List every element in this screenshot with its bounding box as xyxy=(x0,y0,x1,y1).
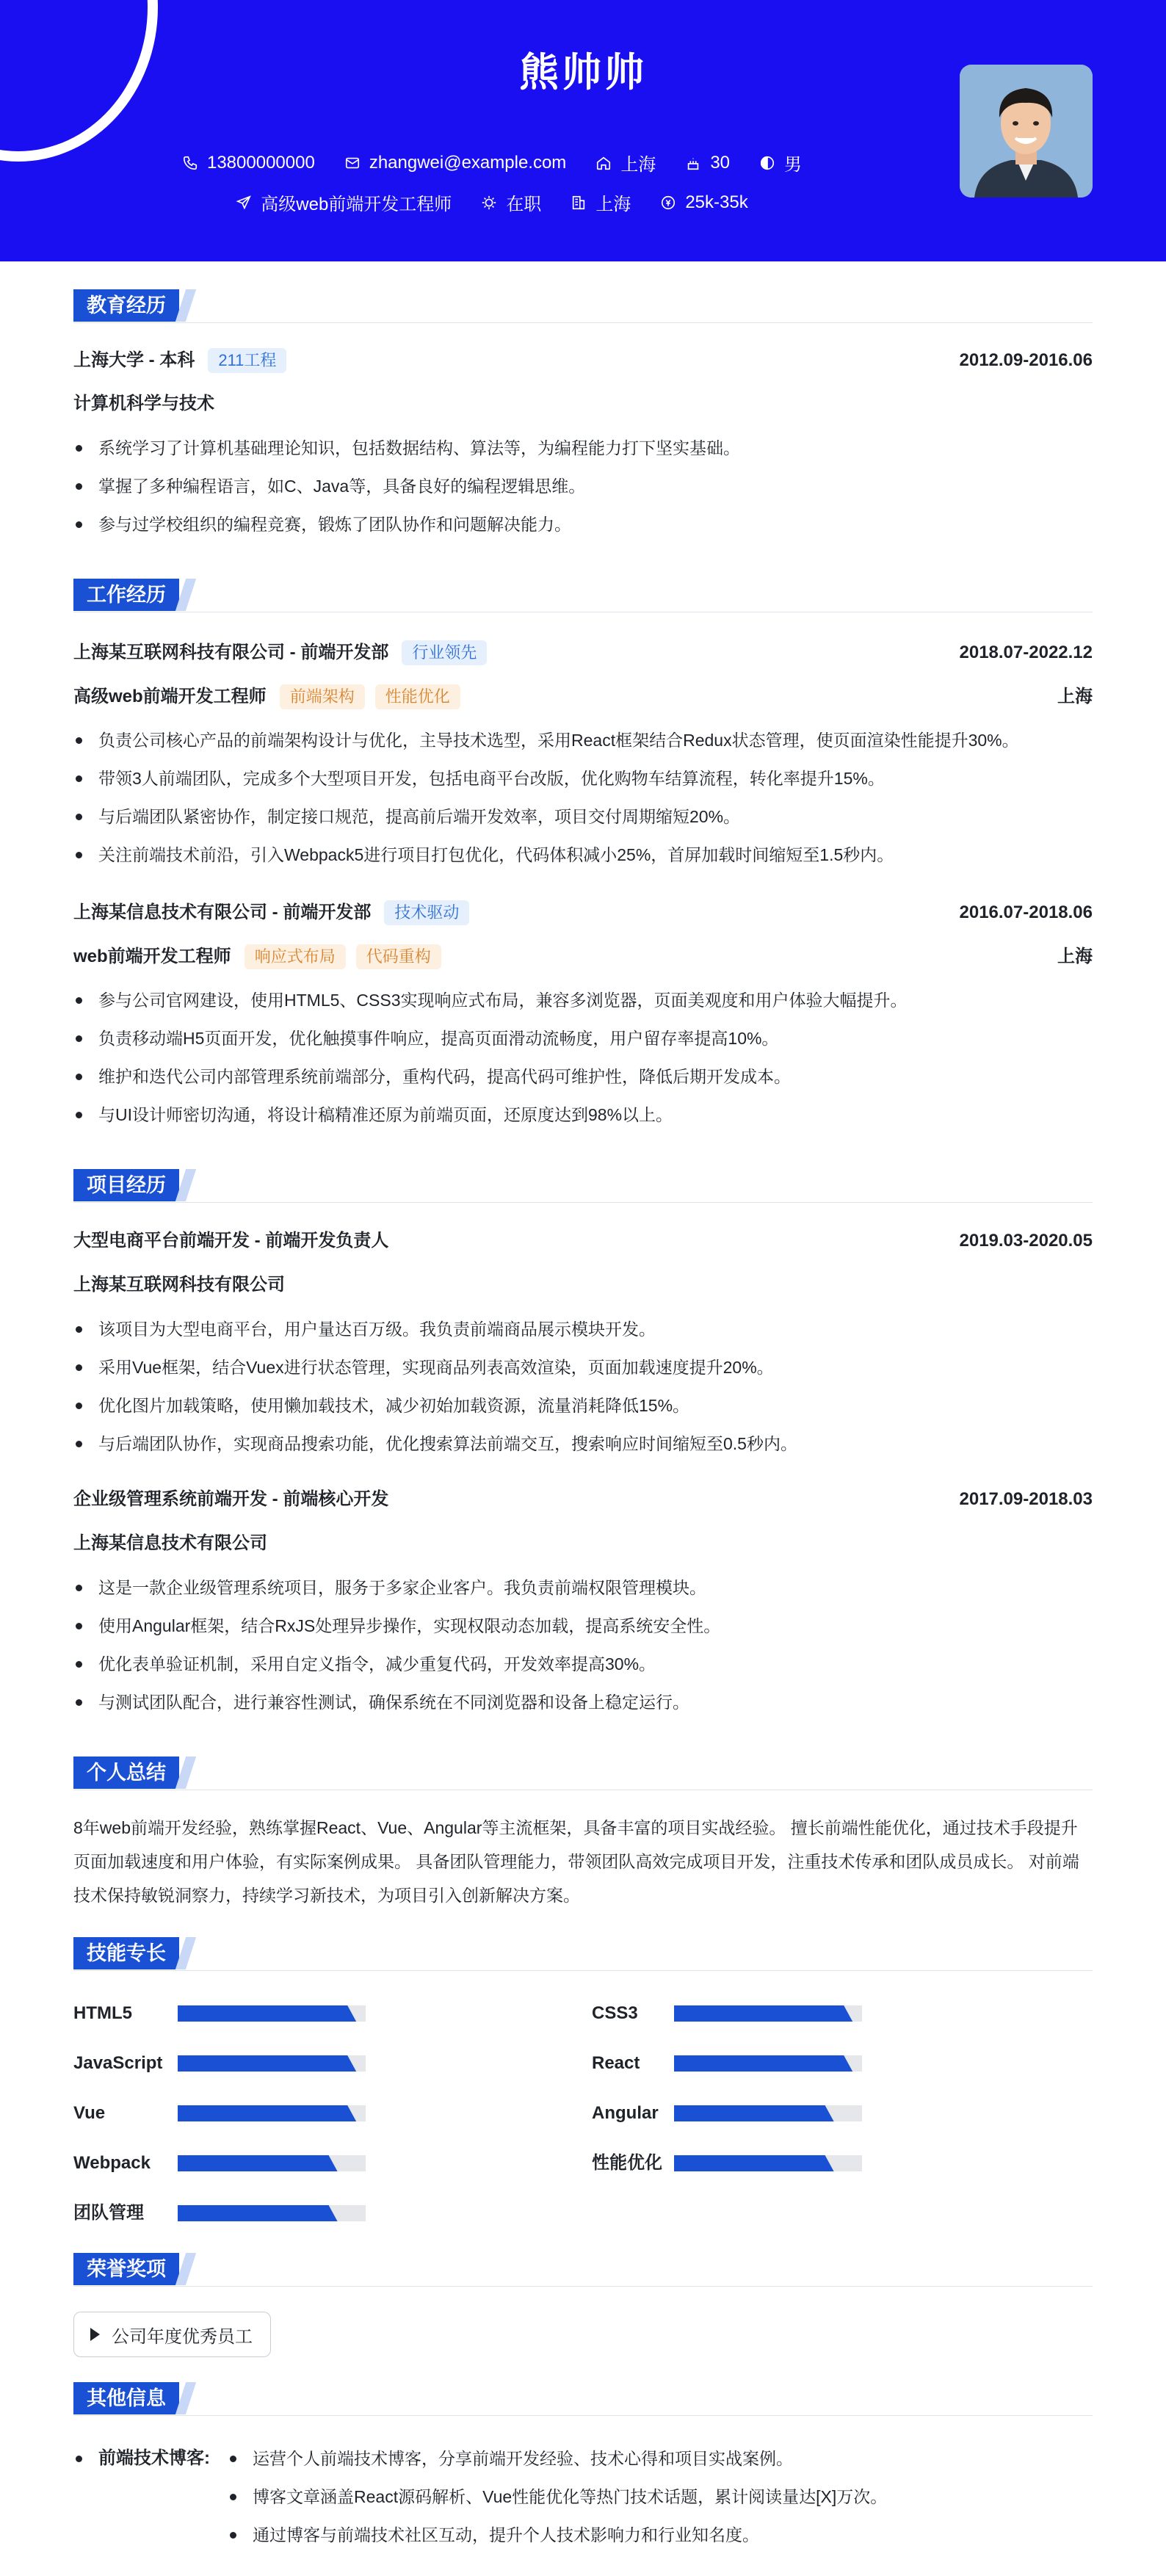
skill-bar-fill xyxy=(674,2155,834,2171)
section-title: 荣誉奖项 xyxy=(73,2253,179,2285)
salary-info xyxy=(660,192,747,213)
skill-name: Angular xyxy=(592,2103,659,2123)
work-header xyxy=(73,900,1093,925)
company-badge: 技术驱动 xyxy=(384,900,469,925)
job-title: 高级web前端开发工程师 xyxy=(261,195,452,214)
list-item: 这是一款企业级管理系统项目，服务于多家企业客户。我负责前端权限管理模块。 xyxy=(73,1576,1093,1599)
role-title: 高级web前端开发工程师 xyxy=(73,687,267,706)
project-company: 上海某信息技术有限公司 xyxy=(73,1533,267,1553)
role-tag: 前端架构 xyxy=(280,684,365,709)
list-item: 参与公司官网建设，使用HTML5、CSS3实现响应式布局，兼容多浏览器，页面美观度和用户体验大幅提升。 xyxy=(73,988,1093,1012)
list-item: 通过博客与前端技术社区互动，提升个人技术影响力和行业知名度。 xyxy=(228,2523,1093,2547)
list-item: 该项目为大型电商平台，用户量达百万级。我负责前端商品展示模块开发。 xyxy=(73,1317,1093,1341)
skill-bar-fill xyxy=(178,2005,356,2022)
list-item: 维护和迭代公司内部管理系统前端部分，重构代码，提高代码可维护性，降低后期开发成本。 xyxy=(73,1065,1093,1088)
phone-icon xyxy=(182,155,198,171)
skill-bar-fill xyxy=(178,2105,356,2121)
expected-salary: 25k-35k xyxy=(685,192,748,212)
skill-bar xyxy=(178,2055,366,2072)
project-date: 2019.03-2020.05 xyxy=(959,1231,1093,1251)
gender-info xyxy=(759,150,802,176)
send-icon xyxy=(236,195,252,211)
list-item: 优化图片加载策略，使用懒加载技术，减少初始加载资源，流量消耗降低15%。 xyxy=(73,1394,1093,1417)
work-city: 上海 xyxy=(595,195,631,214)
skill-name: 性能优化 xyxy=(592,2153,662,2173)
section-title: 技能专长 xyxy=(73,1937,179,1969)
skill-bar xyxy=(178,2005,366,2022)
skill-bar-fill xyxy=(674,2005,852,2022)
other-key: 前端技术博客: xyxy=(73,2447,210,2470)
skill-bar-fill xyxy=(674,2105,834,2121)
project-title: 大型电商平台前端开发 - 前端开发负责人 xyxy=(73,1231,389,1251)
summary-text: 8年web前端开发经验，熟练掌握React、Vue、Angular等主流框架，具备丰富的项目实战经验。 擅长前端性能优化，通过技术手段提升页面加载速度和用户体验，有实际案例成果。 具备团队管理能力，带领团队高效完成项目开发，注重技术传承和团队成员成长。 对前端技术保持敏锐洞察力，持续学习新技术，为项目引入创新解决方案。 xyxy=(73,1818,1079,1905)
project-header xyxy=(73,1488,1093,1511)
status-icon xyxy=(481,195,497,211)
skill-name: JavaScript xyxy=(73,2053,163,2073)
list-item: 参与过学校组织的编程竞赛，锻炼了团队协作和问题解决能力。 xyxy=(73,513,1093,536)
caret-right-icon xyxy=(90,2328,100,2341)
skill-name: 团队管理 xyxy=(73,2203,144,2223)
major-line xyxy=(73,392,1093,416)
work-location: 上海 xyxy=(1057,947,1093,966)
list-item: 负责移动端H5页面开发，优化触摸事件响应，提高页面滑动流畅度，用户留存率提高10%。 xyxy=(73,1027,1093,1050)
school-name: 上海大学 - 本科 xyxy=(73,350,195,370)
work-date: 2016.07-2018.06 xyxy=(959,902,1093,922)
list-item: 带领3人前端团队，完成多个大型项目开发，包括电商平台改版，优化购物车结算流程，转化率提升15%。 xyxy=(73,767,1093,790)
salary-icon xyxy=(660,195,676,211)
section-projects xyxy=(73,1168,1093,1203)
candidate-name: 熊帅帅 xyxy=(519,51,647,95)
age-info xyxy=(685,153,730,173)
list-item: 与测试团队配合，进行兼容性测试，确保系统在不同浏览器和设备上稳定运行。 xyxy=(73,1690,1093,1714)
skill-bar-fill xyxy=(674,2055,852,2072)
avatar-portrait xyxy=(960,65,1093,198)
skill-name: HTML5 xyxy=(73,2003,132,2023)
work-header xyxy=(73,640,1093,665)
section-title: 其他信息 xyxy=(73,2382,179,2414)
job-title-info xyxy=(236,189,452,215)
phone-number: 13800000000 xyxy=(206,152,315,173)
profile-photo xyxy=(960,65,1093,198)
list-item: 使用Angular框架，结合RxJS处理异步操作，实现权限动态加载，提高系统安全性。 xyxy=(73,1614,1093,1638)
employment-status: 在职 xyxy=(506,195,542,214)
list-item: 运营个人前端技术博客，分享前端开发经验、技术心得和项目实战案例。 xyxy=(228,2447,1093,2470)
work-date: 2018.07-2022.12 xyxy=(959,643,1093,662)
skill-bar-fill xyxy=(178,2055,356,2072)
status-info xyxy=(481,189,541,215)
hometown-info xyxy=(595,150,656,176)
gender-icon xyxy=(759,155,775,171)
phone-info xyxy=(182,153,315,173)
section-title: 教育经历 xyxy=(73,289,179,322)
education-date: 2012.09-2016.06 xyxy=(959,350,1093,370)
email-info xyxy=(344,153,567,173)
project-date: 2017.09-2018.03 xyxy=(959,1489,1093,1509)
skill-bar xyxy=(178,2155,366,2171)
work-role xyxy=(73,684,1093,709)
email-address: zhangwei@example.com xyxy=(369,152,567,173)
list-item: 系统学习了计算机基础理论知识，包括数据结构、算法等，为编程能力打下坚实基础。 xyxy=(73,436,1093,460)
age: 30 xyxy=(710,152,731,173)
skill-name: Vue xyxy=(73,2103,106,2123)
skill-name: CSS3 xyxy=(592,2003,638,2023)
job-row xyxy=(0,189,962,215)
work-role xyxy=(73,944,1093,969)
company-name: 上海某互联网科技有限公司 - 前端开发部 xyxy=(73,643,389,662)
list-item: 采用Vue框架，结合Vuex进行状态管理，实现商品列表高效渲染，页面加载速度提升20%。 xyxy=(73,1356,1093,1379)
building-icon xyxy=(571,195,587,211)
cake-icon xyxy=(685,155,701,171)
section-awards xyxy=(73,2251,1093,2287)
role-tag: 代码重构 xyxy=(356,944,441,969)
list-item: 博客文章涵盖React源码解析、Vue性能优化等热门技术话题，累计阅读量达[X]万次。 xyxy=(228,2485,1093,2508)
hometown: 上海 xyxy=(620,155,656,175)
project-title: 企业级管理系统前端开发 - 前端核心开发 xyxy=(73,1489,389,1509)
section-title: 项目经历 xyxy=(73,1169,179,1201)
major: 计算机科学与技术 xyxy=(73,394,214,413)
skill-bar xyxy=(674,2105,862,2121)
skill-name: React xyxy=(592,2053,640,2073)
skill-bar xyxy=(674,2055,862,2072)
mail-icon xyxy=(344,155,361,171)
skill-name: Webpack xyxy=(73,2153,151,2173)
list-item: 与UI设计师密切沟通，将设计稿精准还原为前端页面，还原度达到98%以上。 xyxy=(73,1103,1093,1126)
work-location: 上海 xyxy=(1057,687,1093,706)
project-company-line xyxy=(73,1273,1093,1297)
award-label: 公司年度优秀员工 xyxy=(112,2326,253,2347)
project-company-line xyxy=(73,1532,1093,1555)
gender: 男 xyxy=(784,155,803,175)
education-header xyxy=(73,348,1093,373)
section-title: 个人总结 xyxy=(73,1756,179,1789)
skill-bar-fill xyxy=(178,2155,338,2171)
role-tag: 性能优化 xyxy=(375,684,460,709)
skill-bar xyxy=(178,2105,366,2121)
section-summary xyxy=(73,1755,1093,1790)
list-item: 掌握了多种编程语言，如C、Java等，具备良好的编程逻辑思维。 xyxy=(73,474,1093,498)
section-skills xyxy=(73,1936,1093,1971)
section-title: 工作经历 xyxy=(73,579,179,611)
list-item: 与后端团队协作，实现商品搜索功能，优化搜索算法前端交互，搜索响应时间缩短至0.5秒内。 xyxy=(73,1432,1093,1455)
contact-row xyxy=(0,150,962,176)
project-company: 上海某互联网科技有限公司 xyxy=(73,1275,285,1295)
list-item: 关注前端技术前沿，引入Webpack5进行项目打包优化，代码体积减小25%，首屏加载时间缩短至1.5秒内。 xyxy=(73,843,1093,866)
skill-bar xyxy=(674,2155,862,2171)
skill-bar xyxy=(674,2005,862,2022)
company-name: 上海某信息技术有限公司 - 前端开发部 xyxy=(73,902,372,922)
section-education xyxy=(73,288,1093,323)
company-badge: 行业领先 xyxy=(402,640,487,665)
skill-bar-fill xyxy=(178,2205,338,2221)
home-icon xyxy=(595,155,612,171)
role-title: web前端开发工程师 xyxy=(73,947,231,966)
city-info xyxy=(571,189,631,215)
list-item: 负责公司核心产品的前端架构设计与优化，主导技术选型，采用React框架结合Redux状态管理，使页面渲染性能提升30%。 xyxy=(73,728,1093,752)
school-badge: 211工程 xyxy=(208,348,286,373)
award-item[interactable] xyxy=(73,2312,271,2357)
section-work xyxy=(73,577,1093,612)
skill-bar xyxy=(178,2205,366,2221)
role-tag: 响应式布局 xyxy=(245,944,346,969)
section-other xyxy=(73,2381,1093,2416)
list-item: 优化表单验证机制，采用自定义指令，减少重复代码，开发效率提高30%。 xyxy=(73,1652,1093,1676)
resume-header xyxy=(0,0,1166,261)
list-item: 与后端团队紧密协作，制定接口规范，提高前后端开发效率，项目交付周期缩短20%。 xyxy=(73,805,1093,828)
project-header xyxy=(73,1229,1093,1253)
